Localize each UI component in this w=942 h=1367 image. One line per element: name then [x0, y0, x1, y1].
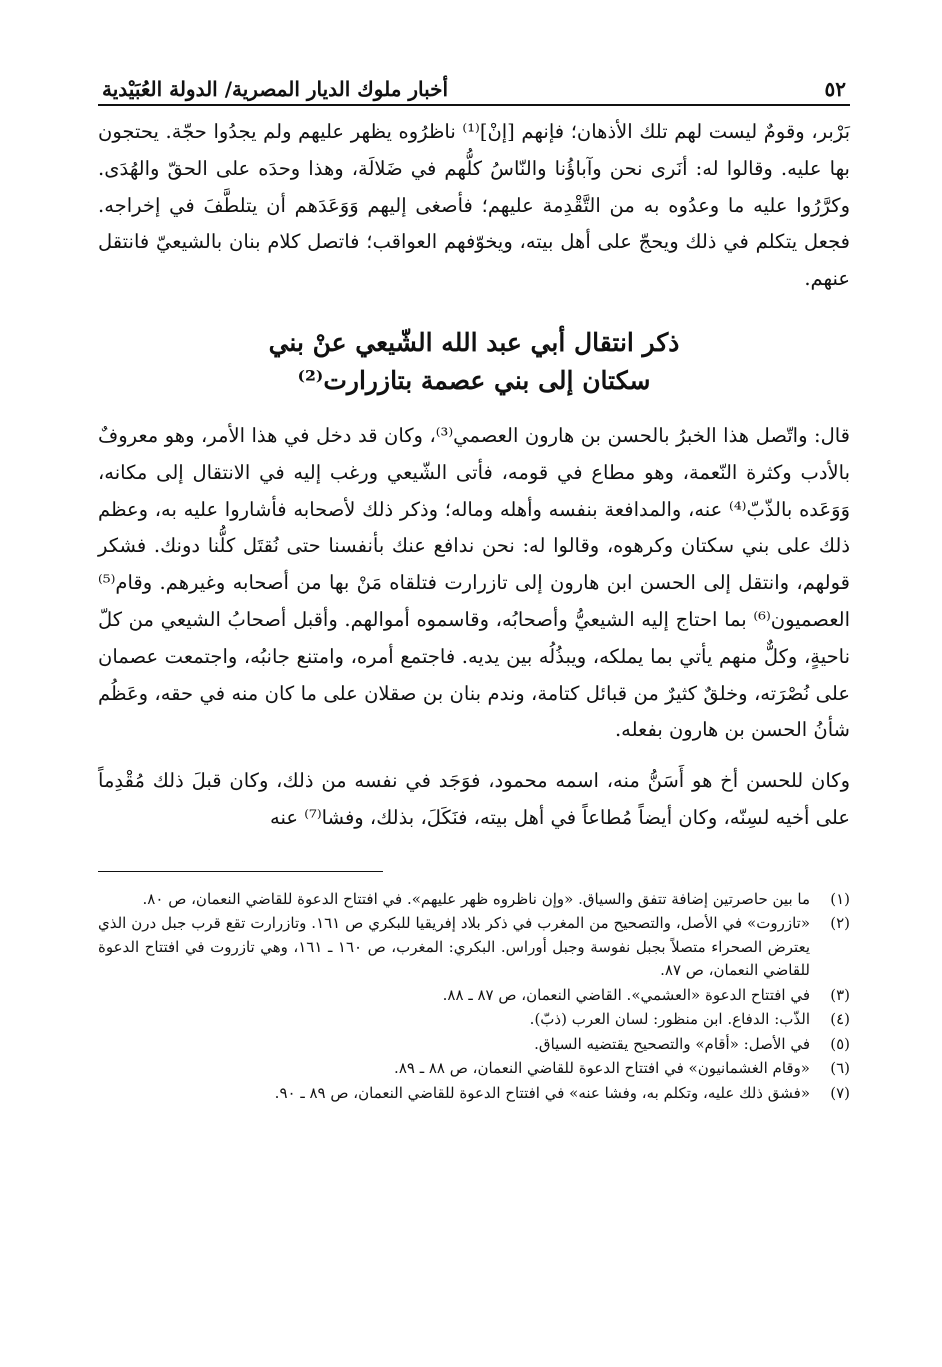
running-header: [98, 70, 850, 106]
footnote-number: (٢): [830, 914, 850, 933]
running-title: أخبار ملوك الديار المصرية/ الدولة العُبَيْدية: [102, 77, 449, 101]
footnote-item: [98, 984, 850, 1008]
footnote-divider: [98, 871, 383, 872]
paragraph-3: وكان للحسن أخ هو أَسَنُّ منه، اسمه محمود، فوَجَد في نفسه من ذلك، وكان قبلَ ذلك مُقْدِماً على أخيه لسِنّه، وكان أيضاً مُطاعاً في أهل بيته، فنَكَلَ، بذلك، وفشا⁽⁷⁾ عنه: [98, 769, 850, 829]
footnote-item: [98, 888, 850, 912]
footnote-number: (١): [830, 889, 850, 908]
footnote-text: «تازروت» في الأصل، والتصحيح من المغرب في ذكر بلاد إفريقيا للبكري ص ١٦١. وتازرارت تقع قرب جبل درن الذي يعترض الصحراء متصلاً بجبل نفوسة وجبل أوراس. البكري: المغرب، ص ١٦٠ ـ ١٦١، وهي تازروت في افتتاح الدعوة للقاضي النعمان، ص ٨٧.: [98, 914, 810, 980]
paragraph-2: قال: واتّصل هذا الخبرُ بالحسن بن هارون العصمي⁽³⁾، وكان قد دخل في هذا الأمر، وهو معروفٌ بالأدب وكثرة النّعمة، وهو مطاع في قومه، فأتى الشّيعي ورغب إليه في الانتقال إلى مكانه، وَوَعَده بالذّبّ⁽⁴⁾ عنه، والمدافعة بنفسه وأهله وماله؛ وذكر ذلك لأصحابه فأشاروا عليه به، وعظم ذلك على بني سكتان وكرهوه، وقالوا له: نحن ندافع عنك بأنفسنا حتى نُقتَل كلُّنا دونك. فشكر قولهم، وانتقل إلى الحسن ابن هارون إلى تازرارت فتلقاه مَنْ بها من أصحابه وغيرهم. وقام⁽⁵⁾ العصميون⁽⁶⁾ بما احتاج إليه الشيعيُّ وأصحابُه، وقاسموه أموالهم. وأقبل أصحابُ الشيعي من كلّ ناحيةٍ، وكلٌّ منهم يأتي بما يملكه، ويبذُلُه بين يديه. فاجتمع أمره، وامتنع جانبُه، واجتمعت عصمان على نُصْرَته، وخلقٌ كثيرٌ من قبائل كتامة، وندم بنان بن صقلان على ما كان منه في حقه، وعَظُم شأنُ الحسن بن هارون بفعله.: [98, 423, 851, 742]
page-number: ٥٢: [824, 77, 846, 101]
footnote-number: (٤): [830, 1010, 850, 1029]
footnote-number: (٥): [830, 1034, 850, 1053]
footnote-text: «فشق ذلك عليه، وتكلم به، وفشا عنه» في افتتاح الدعوة للقاضي النعمان، ص ٨٩ ـ ٩٠.: [274, 1083, 810, 1102]
footnote-number: (٧): [830, 1083, 850, 1102]
footnote-item: [98, 1008, 850, 1032]
book-page: [98, 70, 850, 1106]
footnote-text: في الأصل: «أقام» والتصحيح يقتضيه السياق.: [534, 1034, 810, 1053]
section-heading: [98, 324, 850, 400]
footnote-number: (٦): [830, 1059, 850, 1078]
paragraph-1: بَرْبر، وقومٌ ليست لهم تلك الأذهان؛ فإنهم [إنْ]⁽¹⁾ ناظرُوه يظهر عليهم ولم يجدُوا حجّة. يحتجون بها عليه. وقالوا له: أنَرى نحن وآباؤُنا والنّاسُ كلُّهم في ضَلالَة، وهذا وحدَه على الحقّ والهُدَى. وكرَّرُوا عليه ما وعدُوه به من التَّقْدِمة عليهم؛ فأصغى إليهم وَوَعَدَهم أن يتلطَّفَ في إخراجه. فجعل يتكلم في ذلك ويحجّ على أهل بيته، ويخوّفهم العواقب؛ فاتصل كلام بنان بالشيعيّ فانتقل عنهم.: [98, 120, 850, 291]
footnote-item: [98, 1082, 850, 1106]
footnotes: [98, 888, 850, 1106]
footnote-text: في افتتاح الدعوة «العشمي». القاضي النعمان، ص ٨٧ ـ ٨٨.: [442, 985, 810, 1004]
footnote-text: «وقام الغشمانيون» في افتتاح الدعوة للقاضي النعمان، ص ٨٨ ـ ٨٩.: [394, 1059, 810, 1078]
footnote-text: ما بين حاصرتين إضافة تتفق والسياق. «وإن ناظروه ظهر عليهم». في افتتاح الدعوة للقاضي النعمان، ص ٨٠.: [142, 889, 810, 908]
footnote-number: (٣): [830, 985, 850, 1004]
footnote-text: الذّب: الدفاع. ابن منظور: لسان العرب (ذبّ).: [529, 1010, 810, 1029]
footnote-item: [98, 912, 850, 983]
footnote-item: [98, 1057, 850, 1081]
section-heading-line-2: سكتان إلى بني عصمة بتازرارت⁽²⁾: [297, 365, 651, 395]
footnote-item: [98, 1033, 850, 1057]
section-heading-line-1: ذكر انتقال أبي عبد الله الشّيعي عنْ بني: [268, 327, 680, 357]
